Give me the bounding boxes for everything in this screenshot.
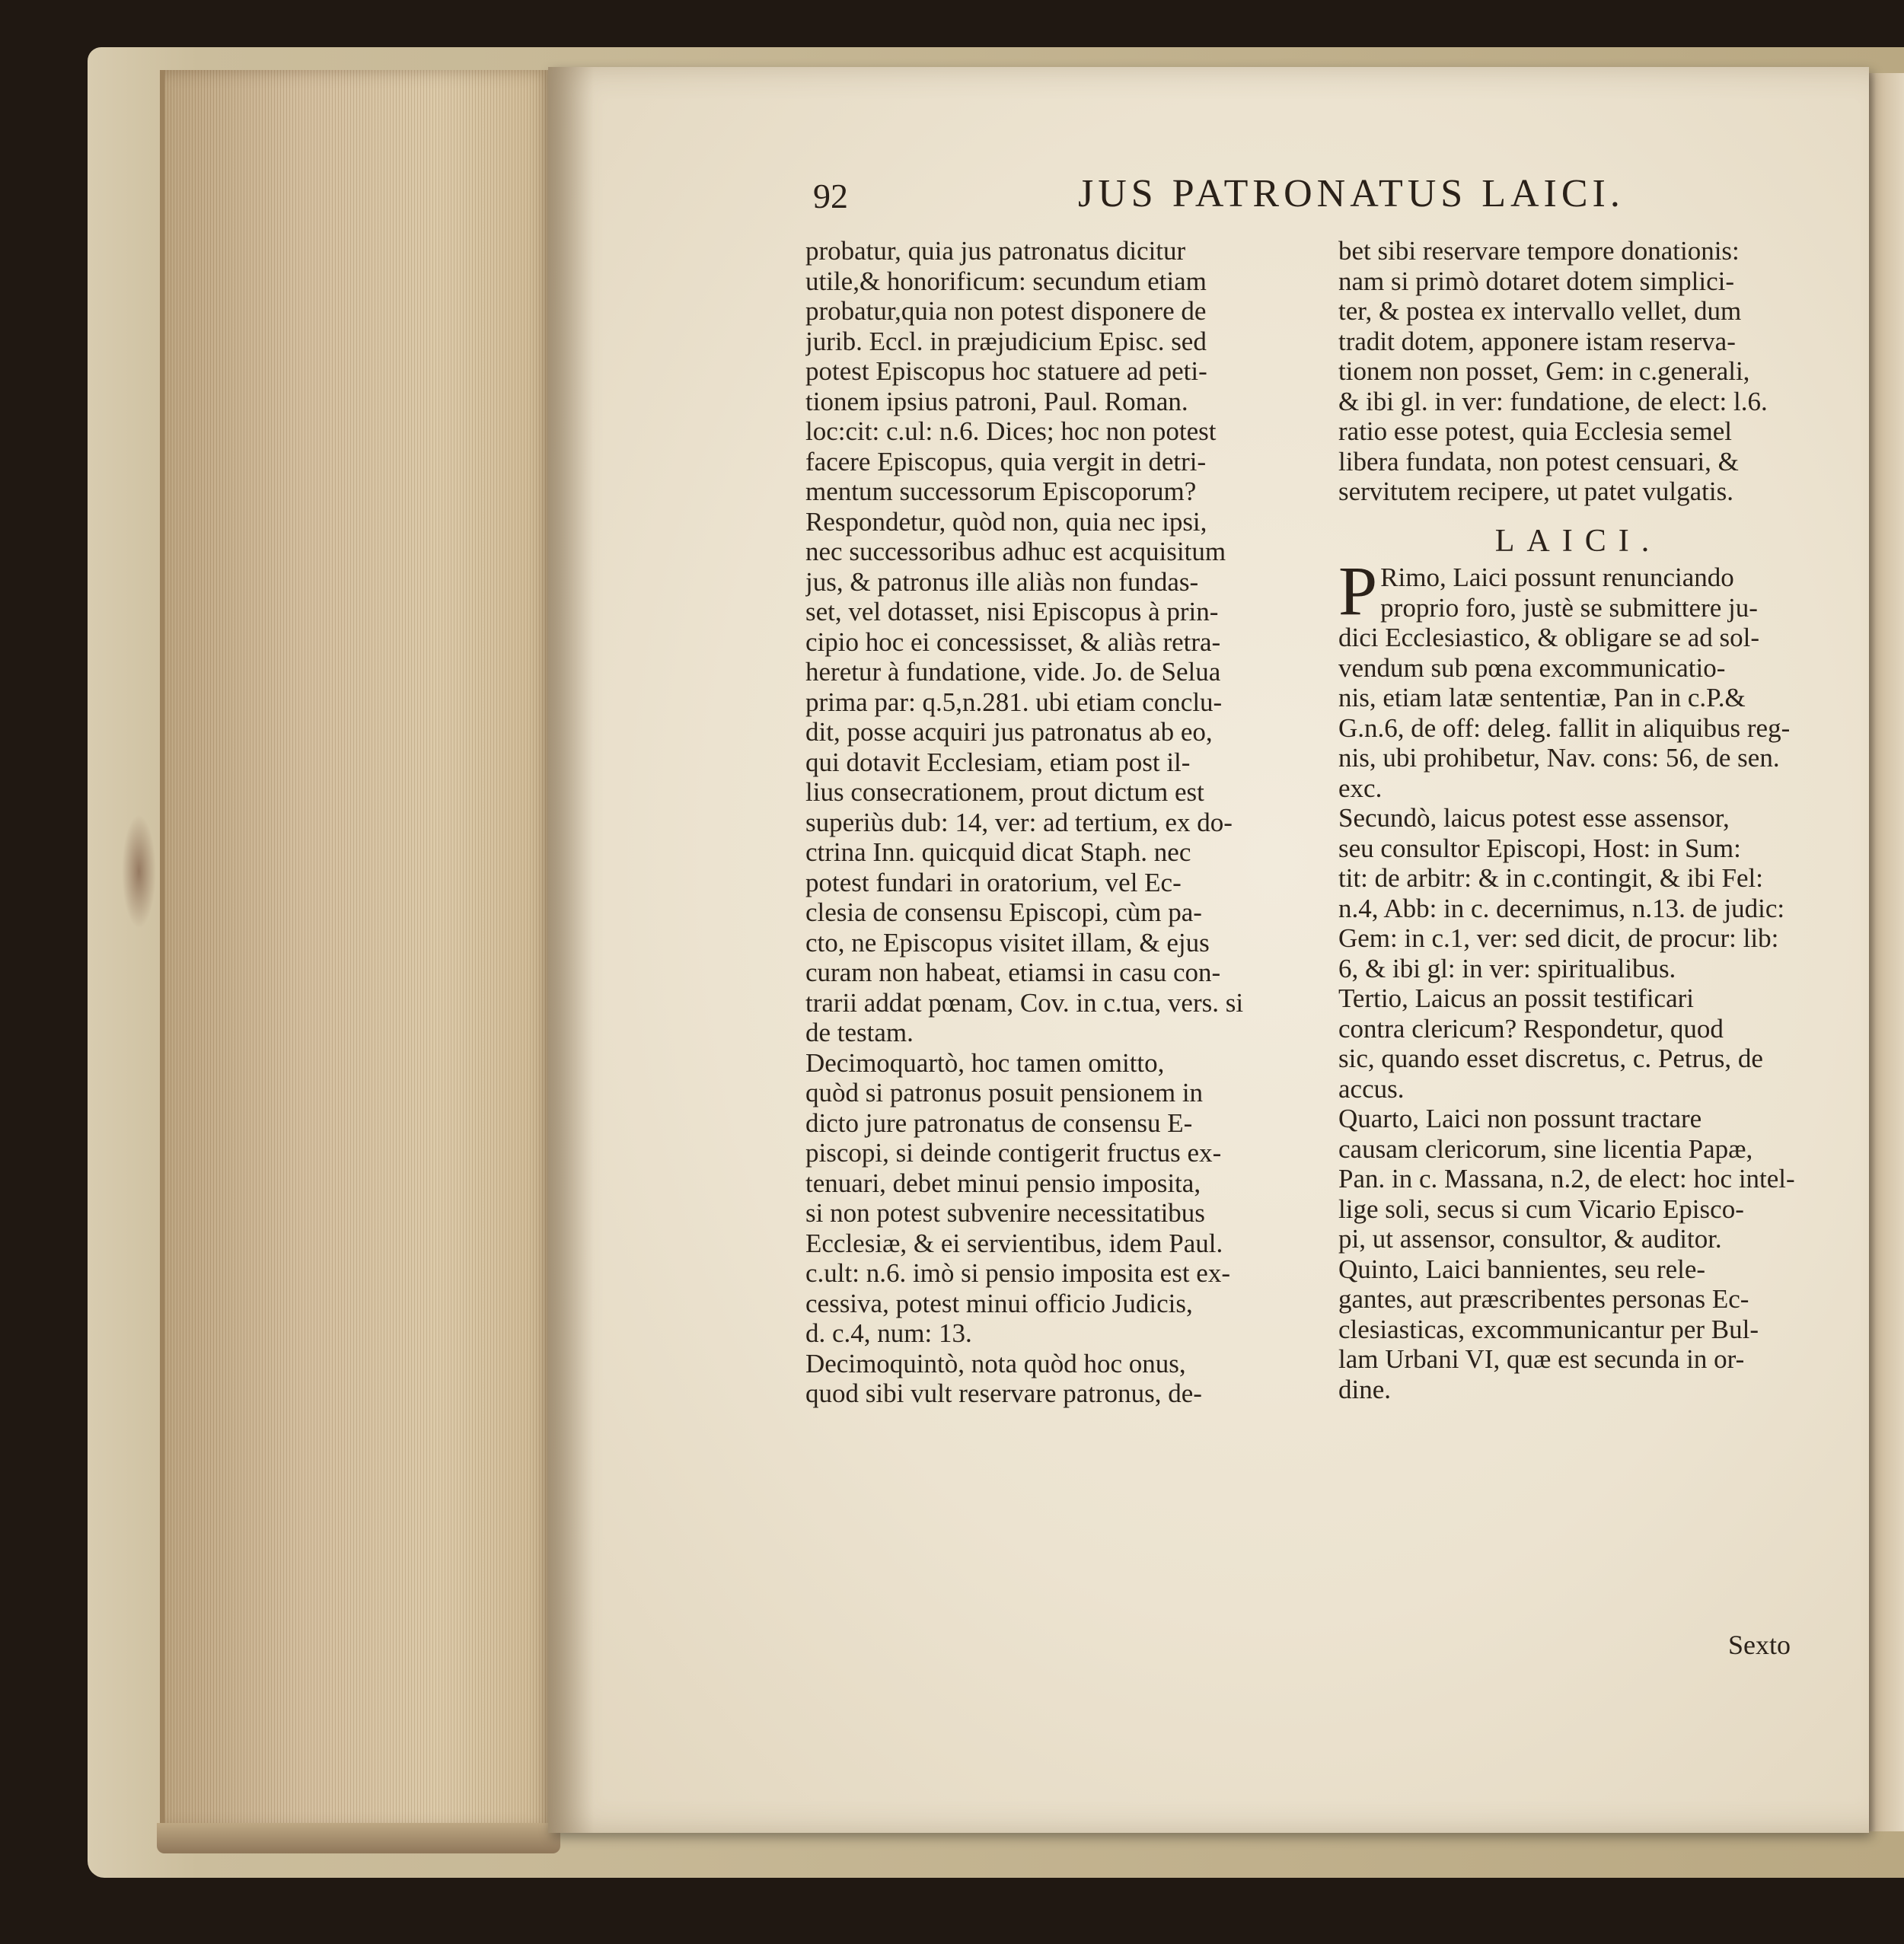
text-line: dici Ecclesiastico, & obligare se ad sol- <box>1338 623 1760 652</box>
page-number: 92 <box>813 177 848 215</box>
left-text-column <box>805 236 1304 1409</box>
text-line: pi, ut assensor, consultor, & auditor. <box>1338 1224 1722 1254</box>
text-line: clesia de consensu Episcopi, cùm pa- <box>805 897 1202 927</box>
text-line: superiùs dub: 14, ver: ad tertium, ex do- <box>805 807 1233 837</box>
text-line: cto, ne Episcopus visitet illam, & ejus <box>805 927 1210 958</box>
text-line: & ibi gl. in ver: fundatione, de elect: l.6. <box>1338 386 1768 416</box>
text-line: Rimo, Laici possunt renunciando <box>1380 562 1734 592</box>
text-line: Decimoquintò, nota quòd hoc onus, <box>805 1348 1186 1378</box>
text-line: heretur à fundatione, vide. Jo. de Selua <box>805 657 1221 687</box>
text-line: quod sibi vult reservare patronus, de- <box>805 1378 1202 1408</box>
text-line: de testam. <box>805 1018 914 1047</box>
text-line: gantes, aut præscribentes personas Ec- <box>1338 1284 1749 1314</box>
text-line: potest Episcopus hoc statuere ad peti- <box>805 356 1207 386</box>
text-line: piscopi, si deinde contigerit fructus ex- <box>805 1138 1222 1168</box>
text-line: proprio foro, justè se submittere ju- <box>1380 592 1758 623</box>
text-line: set, vel dotasset, nisi Episcopus à prin- <box>805 597 1219 626</box>
gutter-shadow <box>548 67 594 1833</box>
text-line: utile,& honorificum: secundum etiam <box>805 266 1207 296</box>
text-line: cessiva, potest minui officio Judicis, <box>805 1288 1193 1318</box>
text-line: prima par: q.5,n.281. ubi etiam conclu- <box>805 687 1223 717</box>
text-line: Quarto, Laici non possunt tractare <box>1338 1104 1702 1133</box>
text-line: quòd si patronus posuit pensionem in <box>805 1078 1204 1107</box>
text-line: nec successoribus adhuc est acquisitum <box>805 537 1226 566</box>
text-line: contra clericum? Respondetur, quod <box>1338 1013 1724 1044</box>
text-line: qui dotavit Ecclesiam, etiam post il- <box>805 747 1191 777</box>
page-header <box>813 171 1841 225</box>
catchword: Sexto <box>1728 1630 1791 1660</box>
text-line: servitutem recipere, ut patet vulgatis. <box>1338 476 1733 506</box>
text-line: ter, & postea ex intervallo vellet, dum <box>1338 296 1742 326</box>
text-line: d. c.4, num: 13. <box>805 1318 972 1348</box>
dropcap-lines <box>1338 552 1818 629</box>
text-line: clesiasticas, excommunicantur per Bul- <box>1338 1314 1759 1344</box>
running-title: JUS PATRONATUS LAICI. <box>1078 172 1625 215</box>
text-line: n.4, Abb: in c. decernimus, n.13. de judic: <box>1338 893 1785 923</box>
text-line: causam clericorum, sine licentia Papæ, <box>1338 1133 1753 1164</box>
text-line: bet sibi reservare tempore donationis: <box>1338 236 1740 266</box>
text-line: libera fundata, non potest censuari, & <box>1338 446 1739 476</box>
page-stack-bottom <box>157 1823 560 1853</box>
text-line: Secundò, laicus potest esse assensor, <box>1338 803 1730 833</box>
stain-mark <box>122 814 156 929</box>
text-line: G.n.6, de off: deleg. fallit in aliquibus reg- <box>1338 712 1791 743</box>
text-line: potest fundari in oratorium, vel Ec- <box>805 867 1182 897</box>
dropcap-letter: P <box>1338 552 1378 629</box>
text-line: lam Urbani VI, quæ est secunda in or- <box>1338 1344 1745 1374</box>
text-line: ctrina Inn. quicquid dicat Staph. nec <box>805 837 1191 867</box>
text-line: loc:cit: c.ul: n.6. Dices; hoc non potest <box>805 416 1217 446</box>
text-line: dicto jure patronatus de consensu E- <box>805 1107 1193 1138</box>
text-line: Tertio, Laicus an possit testificari <box>1338 983 1694 1013</box>
text-line: sic, quando esset discretus, c. Petrus, de <box>1338 1044 1763 1073</box>
text-line: accus. <box>1338 1073 1405 1104</box>
text-line: tionem non posset, Gem: in c.generali, <box>1338 356 1750 386</box>
text-line: si non potest subvenire necessitatibus <box>805 1198 1205 1228</box>
text-line: Quinto, Laici bannientes, seu rele- <box>1338 1254 1706 1284</box>
text-line: ratio esse potest, quia Ecclesia semel <box>1338 416 1733 446</box>
text-line: nis, ubi prohibetur, Nav. cons: 56, de sen. <box>1338 743 1780 773</box>
text-line: dit, posse acquiri jus patronatus ab eo, <box>805 717 1213 747</box>
text-line: 6, & ibi gl: in ver: spiritualibus. <box>1338 953 1676 983</box>
text-line: Decimoquartò, hoc tamen omitto, <box>805 1047 1165 1078</box>
text-line: probatur, quia jus patronatus dicitur <box>805 236 1186 266</box>
text-line: c.ult: n.6. imò si pensio imposita est ex- <box>805 1258 1231 1288</box>
text-line: nis, etiam latæ sententiæ, Pan in c.P.& <box>1338 683 1746 712</box>
text-line: Ecclesiæ, & ei servientibus, idem Paul. <box>805 1228 1223 1258</box>
text-line: jus, & patronus ille aliàs non fundas- <box>805 566 1199 597</box>
text-line: tradit dotem, apponere istam reserva- <box>1338 326 1736 356</box>
text-line: Respondetur, quòd non, quia nec ipsi, <box>805 506 1207 537</box>
text-line: cipio hoc ei concessisset, & aliàs retra- <box>805 626 1221 657</box>
text-line: Gem: in c.1, ver: sed dicit, de procur: lib: <box>1338 923 1779 953</box>
page-fore-edge <box>160 70 557 1830</box>
text-line: mentum successorum Episcoporum? <box>805 476 1197 506</box>
text-line: probatur,quia non potest disponere de <box>805 296 1207 326</box>
text-line: dine. <box>1338 1374 1392 1404</box>
text-line: tenuari, debet minui pensio imposita, <box>805 1168 1201 1198</box>
text-line: nam si primò dotaret dotem simplici- <box>1338 266 1735 296</box>
text-line: tionem ipsius patroni, Paul. Roman. <box>805 386 1188 416</box>
right-text-column <box>1338 236 1818 1404</box>
text-line: Pan. in c. Massana, n.2, de elect: hoc intel- <box>1338 1164 1795 1193</box>
text-line: facere Episcopus, quia vergit in detri- <box>805 446 1207 476</box>
right-column-intro <box>1338 236 1818 507</box>
text-line: vendum sub pœna excommunicatio- <box>1338 652 1726 683</box>
text-line: curam non habeat, etiamsi in casu con- <box>805 958 1221 987</box>
text-line: jurib. Eccl. in præjudicium Episc. sed <box>805 326 1207 356</box>
text-line: lige soli, secus si cum Vicario Episco- <box>1338 1193 1744 1224</box>
text-line: tit: de arbitr: & in c.contingit, & ibi Fel: <box>1338 863 1763 893</box>
section-title: LAICI. <box>1494 523 1662 559</box>
dropcap-paragraph <box>1338 552 1818 629</box>
text-line: trarii addat pœnam, Cov. in c.tua, vers. si <box>805 987 1244 1018</box>
text-line: exc. <box>1338 773 1383 803</box>
text-line: lius consecrationem, prout dictum est <box>805 777 1204 807</box>
text-line: seu consultor Episcopi, Host: in Sum: <box>1338 833 1741 863</box>
right-column-body <box>1338 623 1818 1404</box>
